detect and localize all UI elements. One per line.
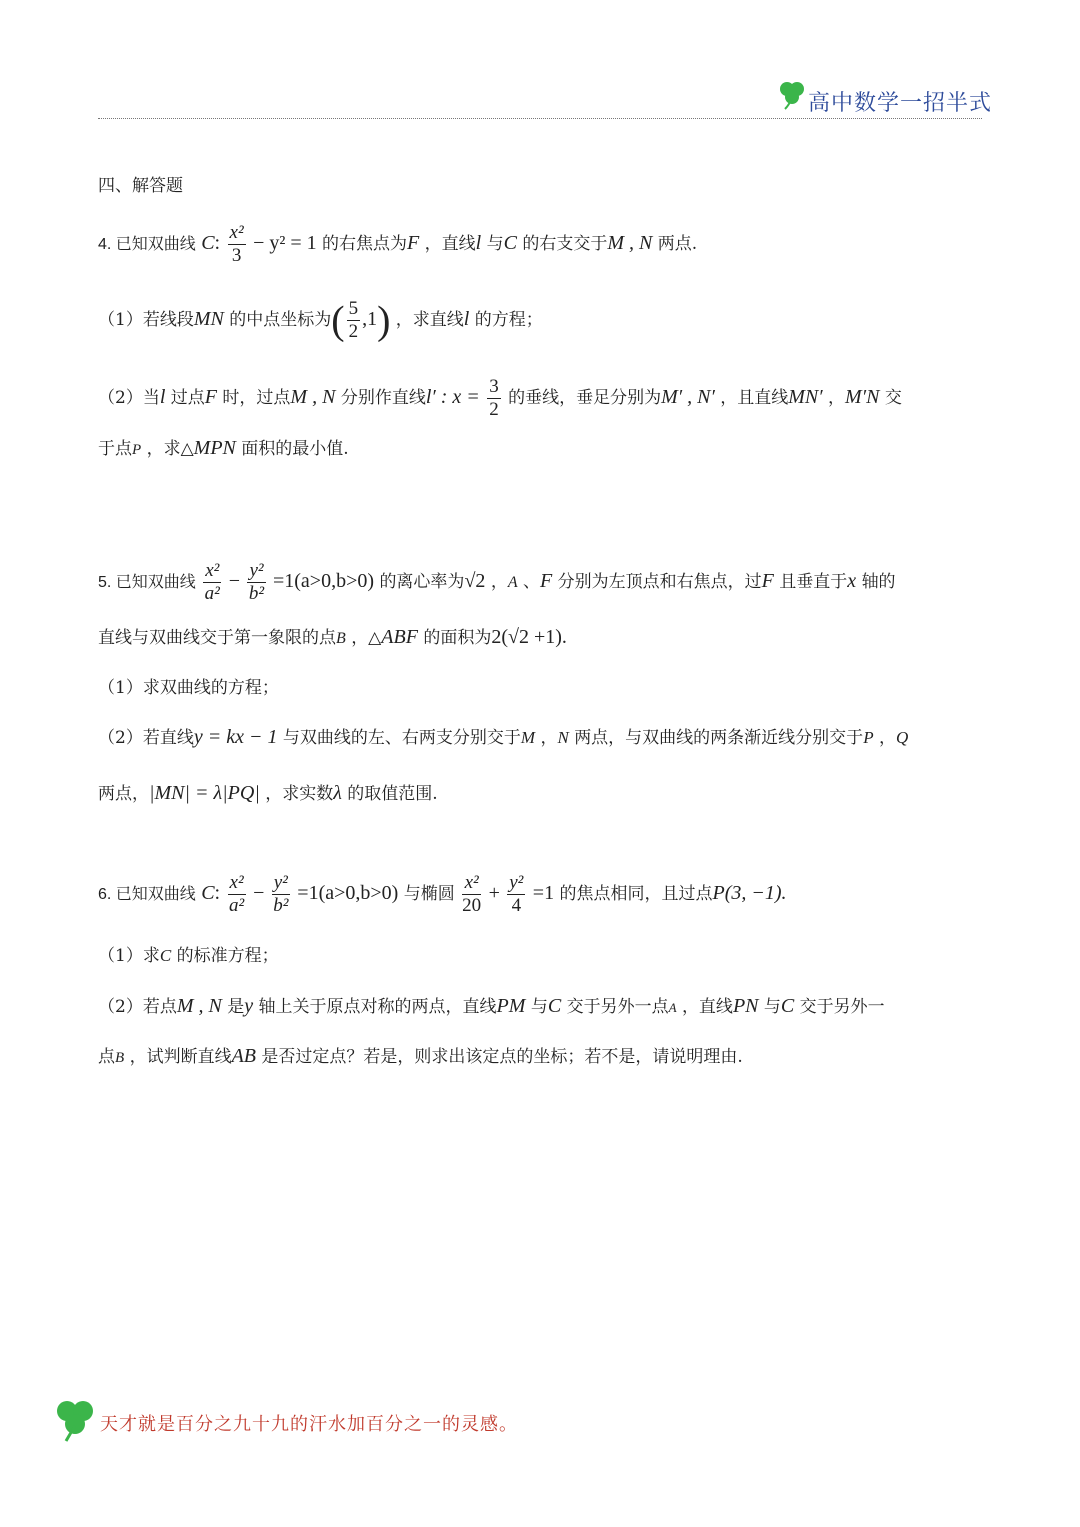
q6-stem: 6. 已知双曲线 C: $\frac{\text{x²}}{\text{a²}}$ − $\frac{\text{y²}}{\text{b²}}$ =1(a>0,b>0) 与椭圆 $\frac{\text{x²}}{20}$ + $\frac{\text{y²}}{4}$ =1 的焦点相同，且过点P(3, −1). xyxy=(98,872,787,916)
q4-part2-line2: 于点P ，求△MPN 面积的最小值. xyxy=(98,437,349,459)
q5-stem: 5. 已知双曲线 $\frac{\text{x²}}{\text{a²}}$ − $\frac{\text{y²}}{\text{b²}}$ =1(a>0,b>0) 的离心率为√2 ，A 、F 分别为左顶点和右焦点，过F 且垂直于x 轴的 xyxy=(98,560,896,604)
q5-part2-line1: （2）若直线y = kx − 1 与双曲线的左、右两支分别交于M ，N 两点，与双曲线的两条渐近线分别交于P ，Q xyxy=(98,726,909,748)
section-title: 四、解答题 xyxy=(98,176,183,196)
footer-quote: 天才就是百分之九十九的汗水加百分之一的灵感。 xyxy=(100,1414,518,1435)
q6-part2-line2: 点B ，试判断直线AB 是否过定点？若是，则求出该定点的坐标；若不是，请说明理由. xyxy=(98,1045,743,1067)
q5-part2-line2: 两点，|MN| = λ|PQ| ，求实数λ 的取值范围. xyxy=(98,782,438,804)
q5-stem-line2: 直线与双曲线交于第一象限的点B ，△ABF 的面积为2(√2 +1). xyxy=(98,626,567,648)
q4-part2-line1: （2）当l 过点F 时，过点M , N 分别作直线l′ : x = $\frac{3}{2}$ 的垂线，垂足分别为M′ , N′ ，且直线MN′ ，M′N 交 xyxy=(98,376,902,420)
clover-logo-icon xyxy=(777,80,809,110)
q6-part2-line1: （2）若点M , N 是y 轴上关于原点对称的两点，直线PM 与C 交于另外一点A ，直线PN 与C 交于另外一 xyxy=(98,995,885,1017)
q5-part1: （1）求双曲线的方程； xyxy=(98,678,279,698)
clover-footer-icon xyxy=(52,1398,100,1442)
header-divider xyxy=(98,118,982,119)
q6-part1: （1）求C 的标准方程； xyxy=(98,946,279,966)
header-title: 高中数学一招半式 xyxy=(808,91,993,116)
q4-part1: （1）若线段MN 的中点坐标为( $\frac{5}{2}$ ,1) ，求直线l 的方程； xyxy=(98,297,543,343)
q4-stem: 4. 已知双曲线 C: $\frac{\text{x²}}{3}$ − y² = 1 的右焦点为F ，直线l 与C 的右支交于M , N 两点. xyxy=(98,222,698,266)
